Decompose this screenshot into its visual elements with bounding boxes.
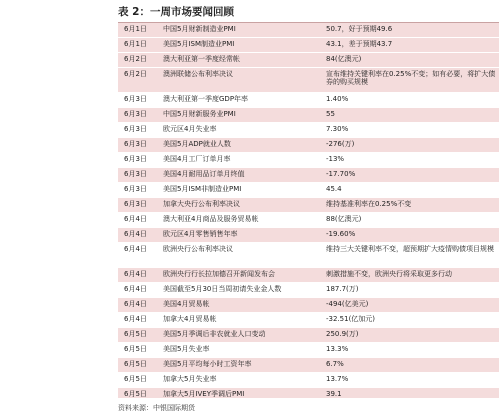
event-cell: 欧洲央行公布利率决议: [160, 243, 322, 268]
table-row: [118, 53, 499, 68]
event-cell: 美国5月ISM非制造业PMI: [160, 183, 322, 198]
table-row: [118, 213, 499, 228]
table-row: [118, 198, 499, 213]
table-row: [118, 23, 499, 38]
value-cell: -19.60%: [322, 228, 499, 243]
event-cell: 美国4月耐用品订单月终值: [160, 168, 322, 183]
event-cell: 加拿大4月贸易帐: [160, 313, 322, 328]
event-cell: 美国5月ISM制造业PMI: [160, 38, 322, 53]
date-cell: 6月3日: [118, 138, 160, 153]
table-row: [118, 68, 499, 93]
date-cell: 6月3日: [118, 93, 160, 108]
table-row: [118, 153, 499, 168]
value-cell: 维持基准利率在0.25%不变: [322, 198, 499, 213]
value-cell: 50.7，好于预期49.6: [322, 23, 499, 38]
date-cell: 6月5日: [118, 343, 160, 358]
date-cell: 6月2日: [118, 68, 160, 93]
value-cell: -13%: [322, 153, 499, 168]
table-row: [118, 268, 499, 283]
value-cell: -17.70%: [322, 168, 499, 183]
table-row: [118, 183, 499, 198]
date-cell: 6月5日: [118, 373, 160, 388]
event-cell: 加拿大5月失业率: [160, 373, 322, 388]
date-cell: 6月4日: [118, 313, 160, 328]
value-cell: 55: [322, 108, 499, 123]
value-cell: 45.4: [322, 183, 499, 198]
table-title: 表 2：一周市场要闻回顾: [118, 6, 234, 18]
table-row: [118, 313, 499, 328]
event-cell: 美国5月失业率: [160, 343, 322, 358]
value-cell: 6.7%: [322, 358, 499, 373]
date-cell: 6月4日: [118, 213, 160, 228]
date-cell: 6月3日: [118, 183, 160, 198]
event-cell: 澳大利亚第一季度经常帐: [160, 53, 322, 68]
table-row: [118, 93, 499, 108]
market-news-table: [118, 23, 499, 398]
value-cell: 88(亿澳元): [322, 213, 499, 228]
event-cell: 澳洲联储公布利率决议: [160, 68, 322, 93]
value-cell: 43.1，差于预期43.7: [322, 38, 499, 53]
event-cell: 中国5月财新服务业PMI: [160, 108, 322, 123]
table-row: [118, 228, 499, 243]
source-note: 资料来源：中银国际期货: [118, 404, 195, 412]
date-cell: 6月3日: [118, 108, 160, 123]
table-row: [118, 38, 499, 53]
value-cell: -276(万): [322, 138, 499, 153]
event-cell: 美国5月季调后非农就业人口变动: [160, 328, 322, 343]
value-cell: 13.3%: [322, 343, 499, 358]
value-cell: 维持三大关键利率不变，超预期扩大疫情购债项目规模: [322, 243, 499, 268]
table-row: [118, 138, 499, 153]
value-cell: 84(亿澳元): [322, 53, 499, 68]
event-cell: 欧元区4月零售销售年率: [160, 228, 322, 243]
date-cell: 6月5日: [118, 358, 160, 373]
event-cell: 美国截至5月30日当周初请失业金人数: [160, 283, 322, 298]
table-row: [118, 123, 499, 138]
date-cell: 6月4日: [118, 298, 160, 313]
value-cell: -494(亿美元): [322, 298, 499, 313]
date-cell: 6月3日: [118, 153, 160, 168]
value-cell: 7.30%: [322, 123, 499, 138]
date-cell: 6月4日: [118, 268, 160, 283]
event-cell: 澳大利亚第一季度GDP年率: [160, 93, 322, 108]
value-cell: 1.40%: [322, 93, 499, 108]
event-cell: 美国4月贸易帐: [160, 298, 322, 313]
value-cell: 宣布维持关键利率在0.25%不变；如有必要，将扩大债券的购买规模: [322, 68, 499, 93]
market-news-table-wrap: [118, 22, 499, 398]
event-cell: 澳大利亚4月商品及服务贸易帐: [160, 213, 322, 228]
table-row: [118, 358, 499, 373]
date-cell: 6月5日: [118, 328, 160, 343]
date-cell: 6月3日: [118, 198, 160, 213]
event-cell: 加拿大5月IVEY季调后PMI: [160, 388, 322, 399]
table-row: [118, 373, 499, 388]
event-cell: 中国5月财新制造业PMI: [160, 23, 322, 38]
date-cell: 6月3日: [118, 168, 160, 183]
table-row: [118, 328, 499, 343]
date-cell: 6月4日: [118, 228, 160, 243]
table-row: [118, 388, 499, 399]
value-cell: 187.7(万): [322, 283, 499, 298]
value-cell: -32.51(亿加元): [322, 313, 499, 328]
event-cell: 美国5月平均每小时工资年率: [160, 358, 322, 373]
date-cell: 6月4日: [118, 243, 160, 268]
table-row: [118, 283, 499, 298]
date-cell: 6月3日: [118, 123, 160, 138]
value-cell: 13.7%: [322, 373, 499, 388]
date-cell: 6月2日: [118, 53, 160, 68]
event-cell: 欧洲央行行长拉加德召开新闻发布会: [160, 268, 322, 283]
event-cell: 加拿大央行公布利率决议: [160, 198, 322, 213]
table-row: [118, 343, 499, 358]
date-cell: 6月1日: [118, 38, 160, 53]
table-row: [118, 108, 499, 123]
date-cell: 6月5日: [118, 388, 160, 399]
value-cell: 250.9(万): [322, 328, 499, 343]
table-row: [118, 243, 499, 268]
market-news-table-body: [118, 23, 499, 398]
event-cell: 欧元区4月失业率: [160, 123, 322, 138]
event-cell: 美国5月ADP就业人数: [160, 138, 322, 153]
value-cell: 刺激措施不变，欧洲央行将采取更多行动: [322, 268, 499, 283]
date-cell: 6月1日: [118, 23, 160, 38]
table-row: [118, 168, 499, 183]
event-cell: 美国4月工厂订单月率: [160, 153, 322, 168]
value-cell: 39.1: [322, 388, 499, 399]
table-row: [118, 298, 499, 313]
date-cell: 6月4日: [118, 283, 160, 298]
